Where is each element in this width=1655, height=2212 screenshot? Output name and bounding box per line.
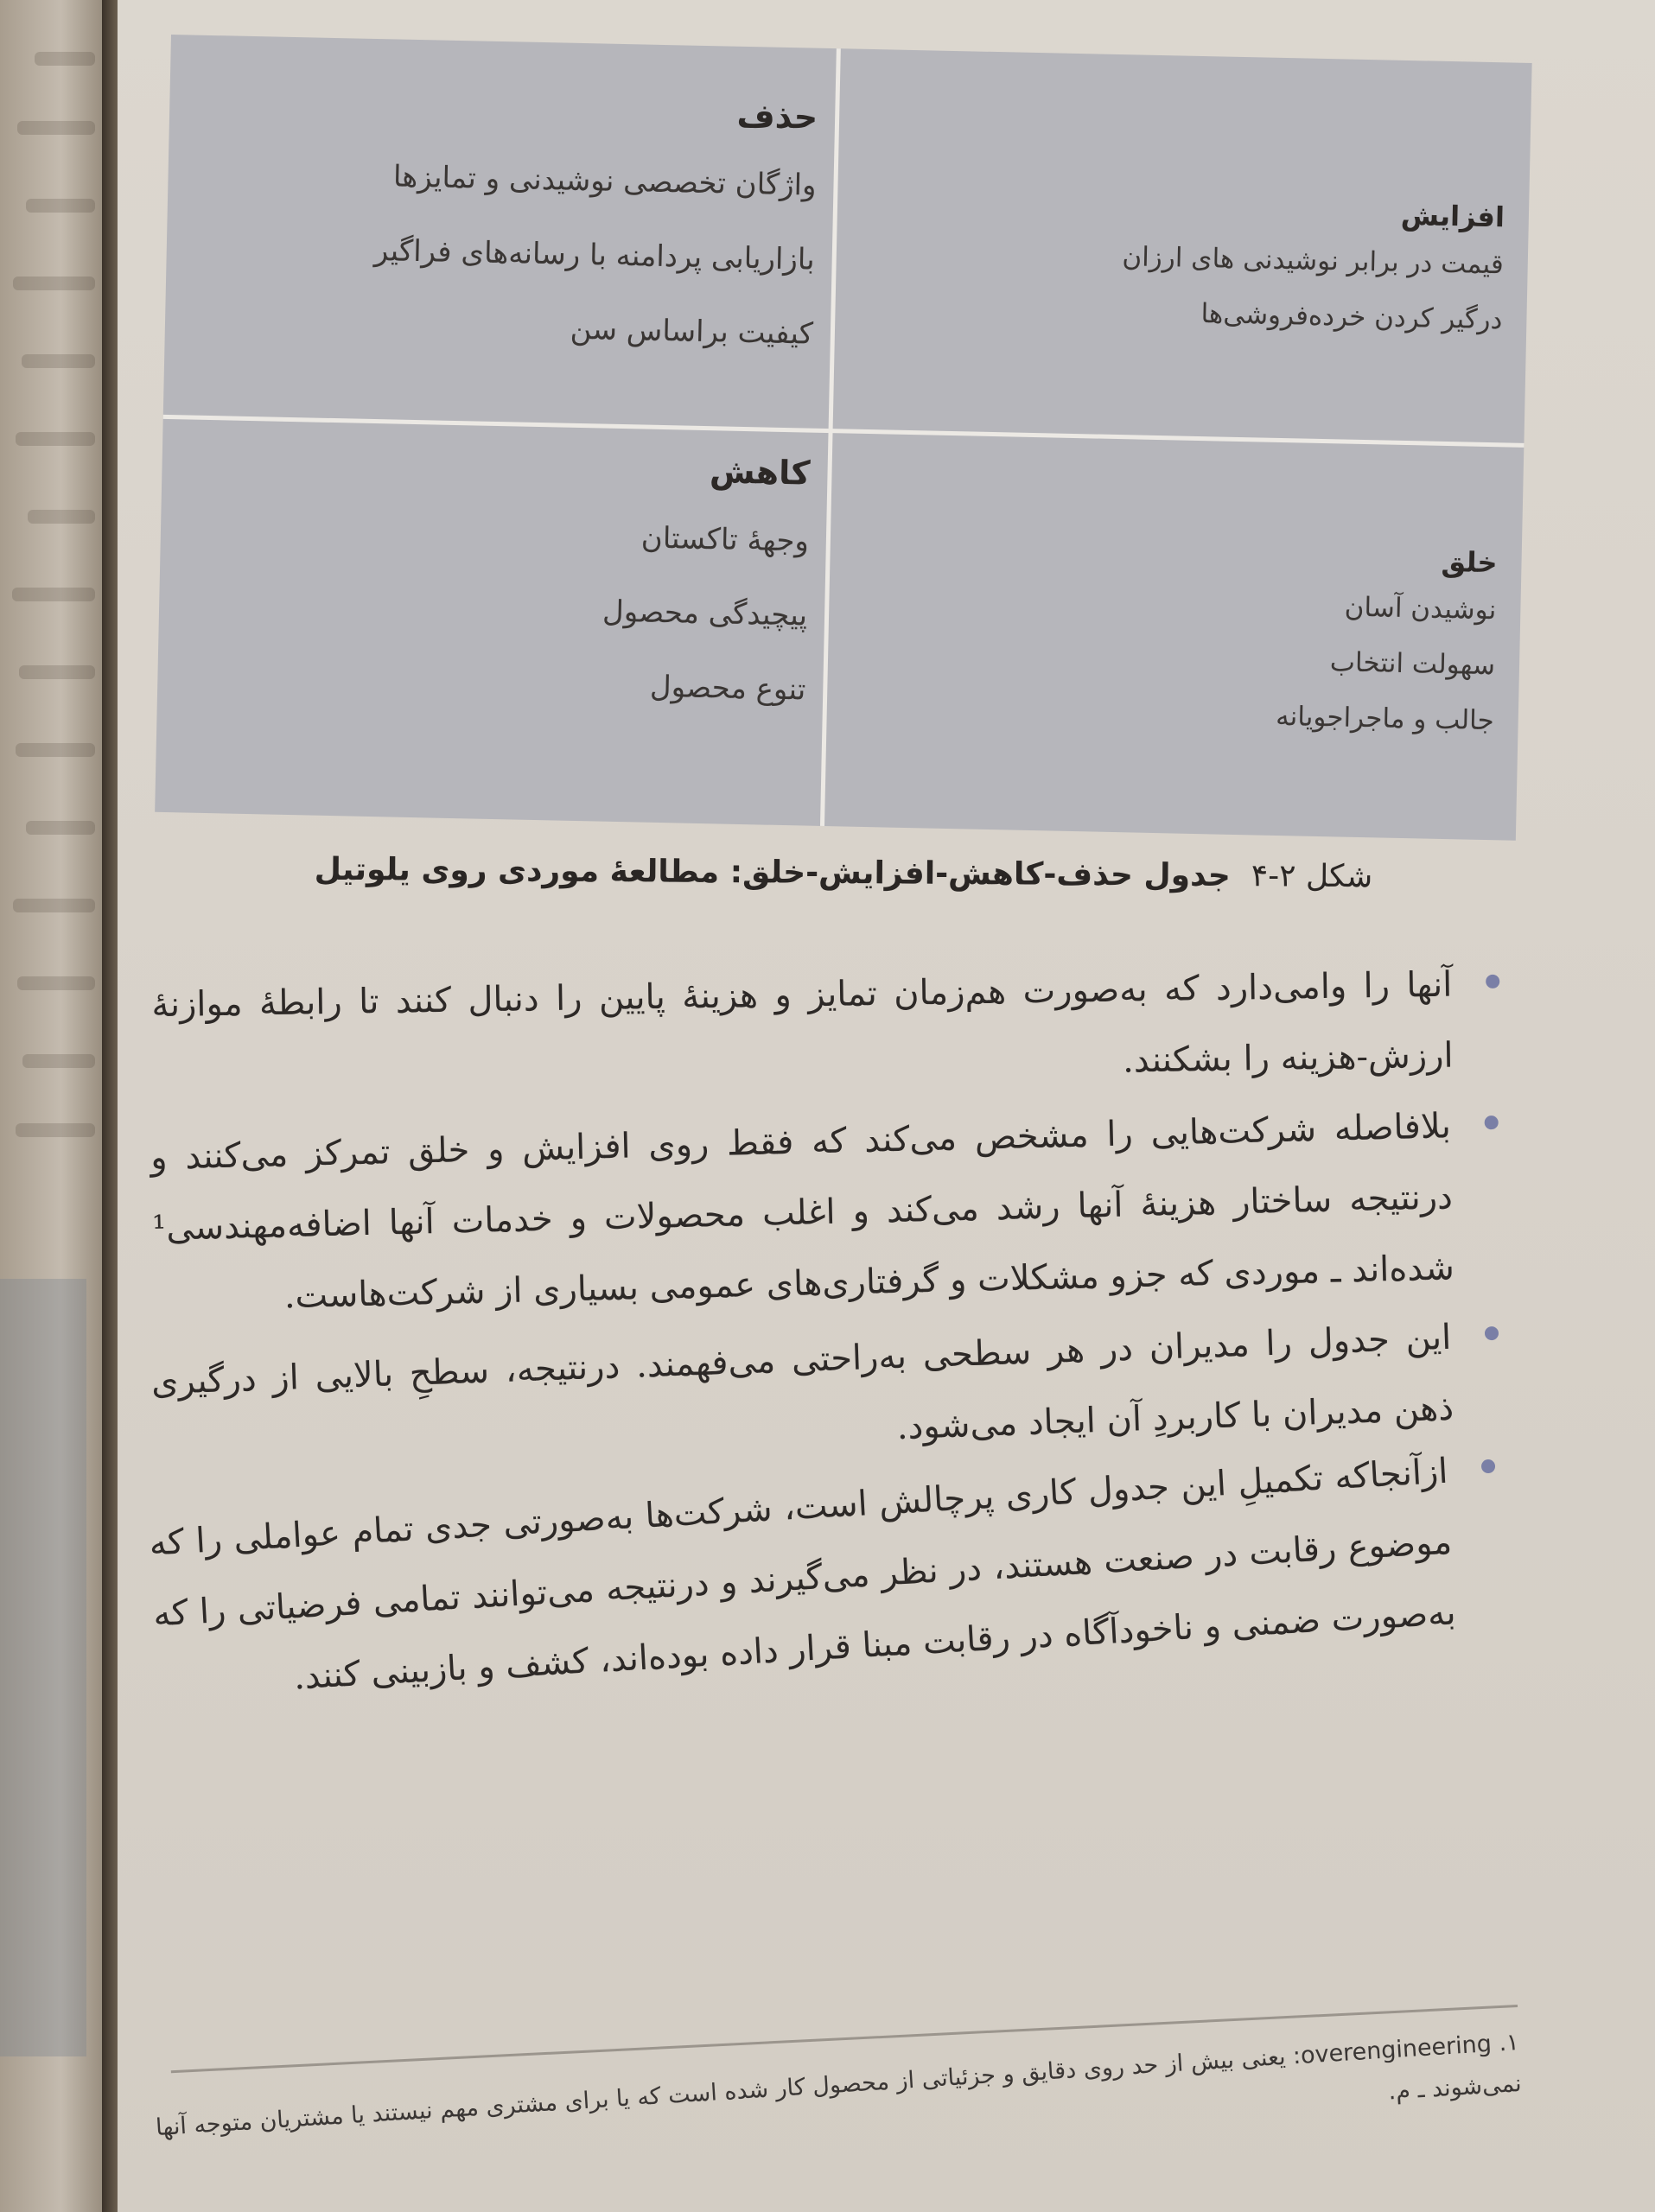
eliminate-item: واژگان تخصصی نوشیدنی و تمایزها [392, 159, 817, 203]
reduce-item: وجههٔ تاکستان [640, 520, 810, 559]
adjacent-text-fragment [12, 588, 95, 601]
adjacent-text-fragment [28, 510, 95, 524]
bullet-dot-icon [1484, 1116, 1498, 1129]
adjacent-text-fragment [26, 821, 95, 835]
figure-caption-text: جدول حذف-کاهش-افزایش-خلق: مطالعهٔ موردی روی یلوتیل [314, 851, 1231, 894]
footnote-text: : یعنی بیش از حد روی دقایق و جزئیاتی از محصول کار شده است که یا برای مشتری مهم نیستند یا مشتریان متوجه آنها نمی‌شوند ـ م. [155, 2042, 1523, 2142]
figure-label: شکل ۲-۴ [1251, 858, 1373, 895]
adjacent-text-fragment [35, 52, 95, 66]
errc-grid [155, 35, 1532, 841]
adjacent-text-fragment [22, 1054, 95, 1068]
adjacent-text-fragment [13, 899, 95, 912]
adjacent-text-fragment [16, 1123, 95, 1137]
create-item: نوشیدن آسان [1344, 591, 1497, 626]
adjacent-text-fragment [19, 665, 95, 679]
bullet-dot-icon [1481, 1459, 1496, 1474]
figure-caption [221, 851, 1466, 895]
eliminate-item: کیفیت براساس سن [570, 311, 814, 352]
list-item [151, 949, 1501, 1111]
list-item-text: آنها را وامی‌دارد که به‌صورت هم‌زمان تمایز و هزینهٔ پایین را دنبال کنند تا رابطهٔ موازنهٔ ارزش-هزینه را بشکنند. [151, 964, 1454, 1081]
raise-item: درگیر کردن خرده‌فروشی‌ها [1200, 298, 1503, 336]
create-item: سهولت انتخاب [1329, 646, 1496, 682]
create-cell [871, 533, 1498, 748]
footnote [137, 2022, 1523, 2191]
adjacent-text-fragment [17, 121, 95, 135]
reduce-item: پیچیدگی محصول [602, 594, 808, 633]
raise-title: افزایش [1400, 198, 1505, 234]
book-gutter [102, 0, 118, 2212]
list-item-text: بلافاصله شرکت‌هایی را مشخص می‌کند که فقط روی افزایش و خلق تمرکز می‌کنند و درنتیجه ساختار هزینهٔ آنها رشد می‌کند و اغلب محصولات و خدمات آنها اضافه‌مهندسی¹ شده‌اند ـ موردی که جزو مشکلات و گرفتاری‌های عمومی بسیاری از شرکت‌هاست. [150, 1106, 1455, 1317]
book-page [118, 0, 1655, 2212]
reduce-item: تنوع محصول [649, 669, 806, 708]
bullet-dot-icon [1486, 975, 1499, 988]
bullet-dot-icon [1485, 1326, 1499, 1341]
list-item [150, 1090, 1503, 1335]
grid-horizontal-divider [163, 415, 1525, 448]
reduce-title: کاهش [709, 452, 811, 493]
adjacent-figure-box [0, 1279, 86, 2056]
footnote-term: overengineering [1300, 2030, 1493, 2069]
raise-cell [880, 188, 1505, 347]
eliminate-cell [190, 86, 818, 372]
adjacent-text-fragment [16, 743, 95, 757]
adjacent-page-strip [0, 0, 102, 2212]
adjacent-text-fragment [22, 354, 95, 368]
eliminate-title: حذف [736, 96, 818, 137]
raise-item: قیمت در برابر نوشیدنی های ارزان [1122, 241, 1505, 281]
grid-vertical-divider [820, 48, 841, 826]
adjacent-text-fragment [17, 976, 95, 990]
list-item-text: این جدول را مدیران در هر سطحی به‌راحتی می‌فهمند. درنتیجه، سطحِ بالایی از درگیری ذهن مدیران با کاربردِ آن ایجاد می‌شود. [150, 1317, 1454, 1448]
create-title: خلق [1441, 544, 1498, 580]
reduce-cell [183, 442, 811, 728]
create-item: جالب و ماجراجویانه [1275, 700, 1495, 737]
adjacent-text-fragment [26, 199, 95, 213]
adjacent-text-fragment [13, 276, 95, 290]
bullet-list [148, 959, 1500, 1698]
adjacent-text-fragment [16, 432, 95, 446]
list-item-text: ازآنجاکه تکمیلِ این جدول کاری پرچالش است، شرکت‌ها به‌صورتی جدی تمام عواملی را که موضوع رقابت در صنعت هستند، در نظر می‌گیرند و درنتیجه می‌توانند تمامی فرضیاتی را که به‌صورت ضمنی و ناخودآگاه در رقابت مبنا قرار داده بوده‌اند، کشف و بازبینی کنند. [148, 1451, 1457, 1698]
footnote-number: ۱. [1498, 2028, 1520, 2057]
eliminate-item: بازاریابی پردامنه با رسانه‌های فراگیر [373, 232, 816, 277]
